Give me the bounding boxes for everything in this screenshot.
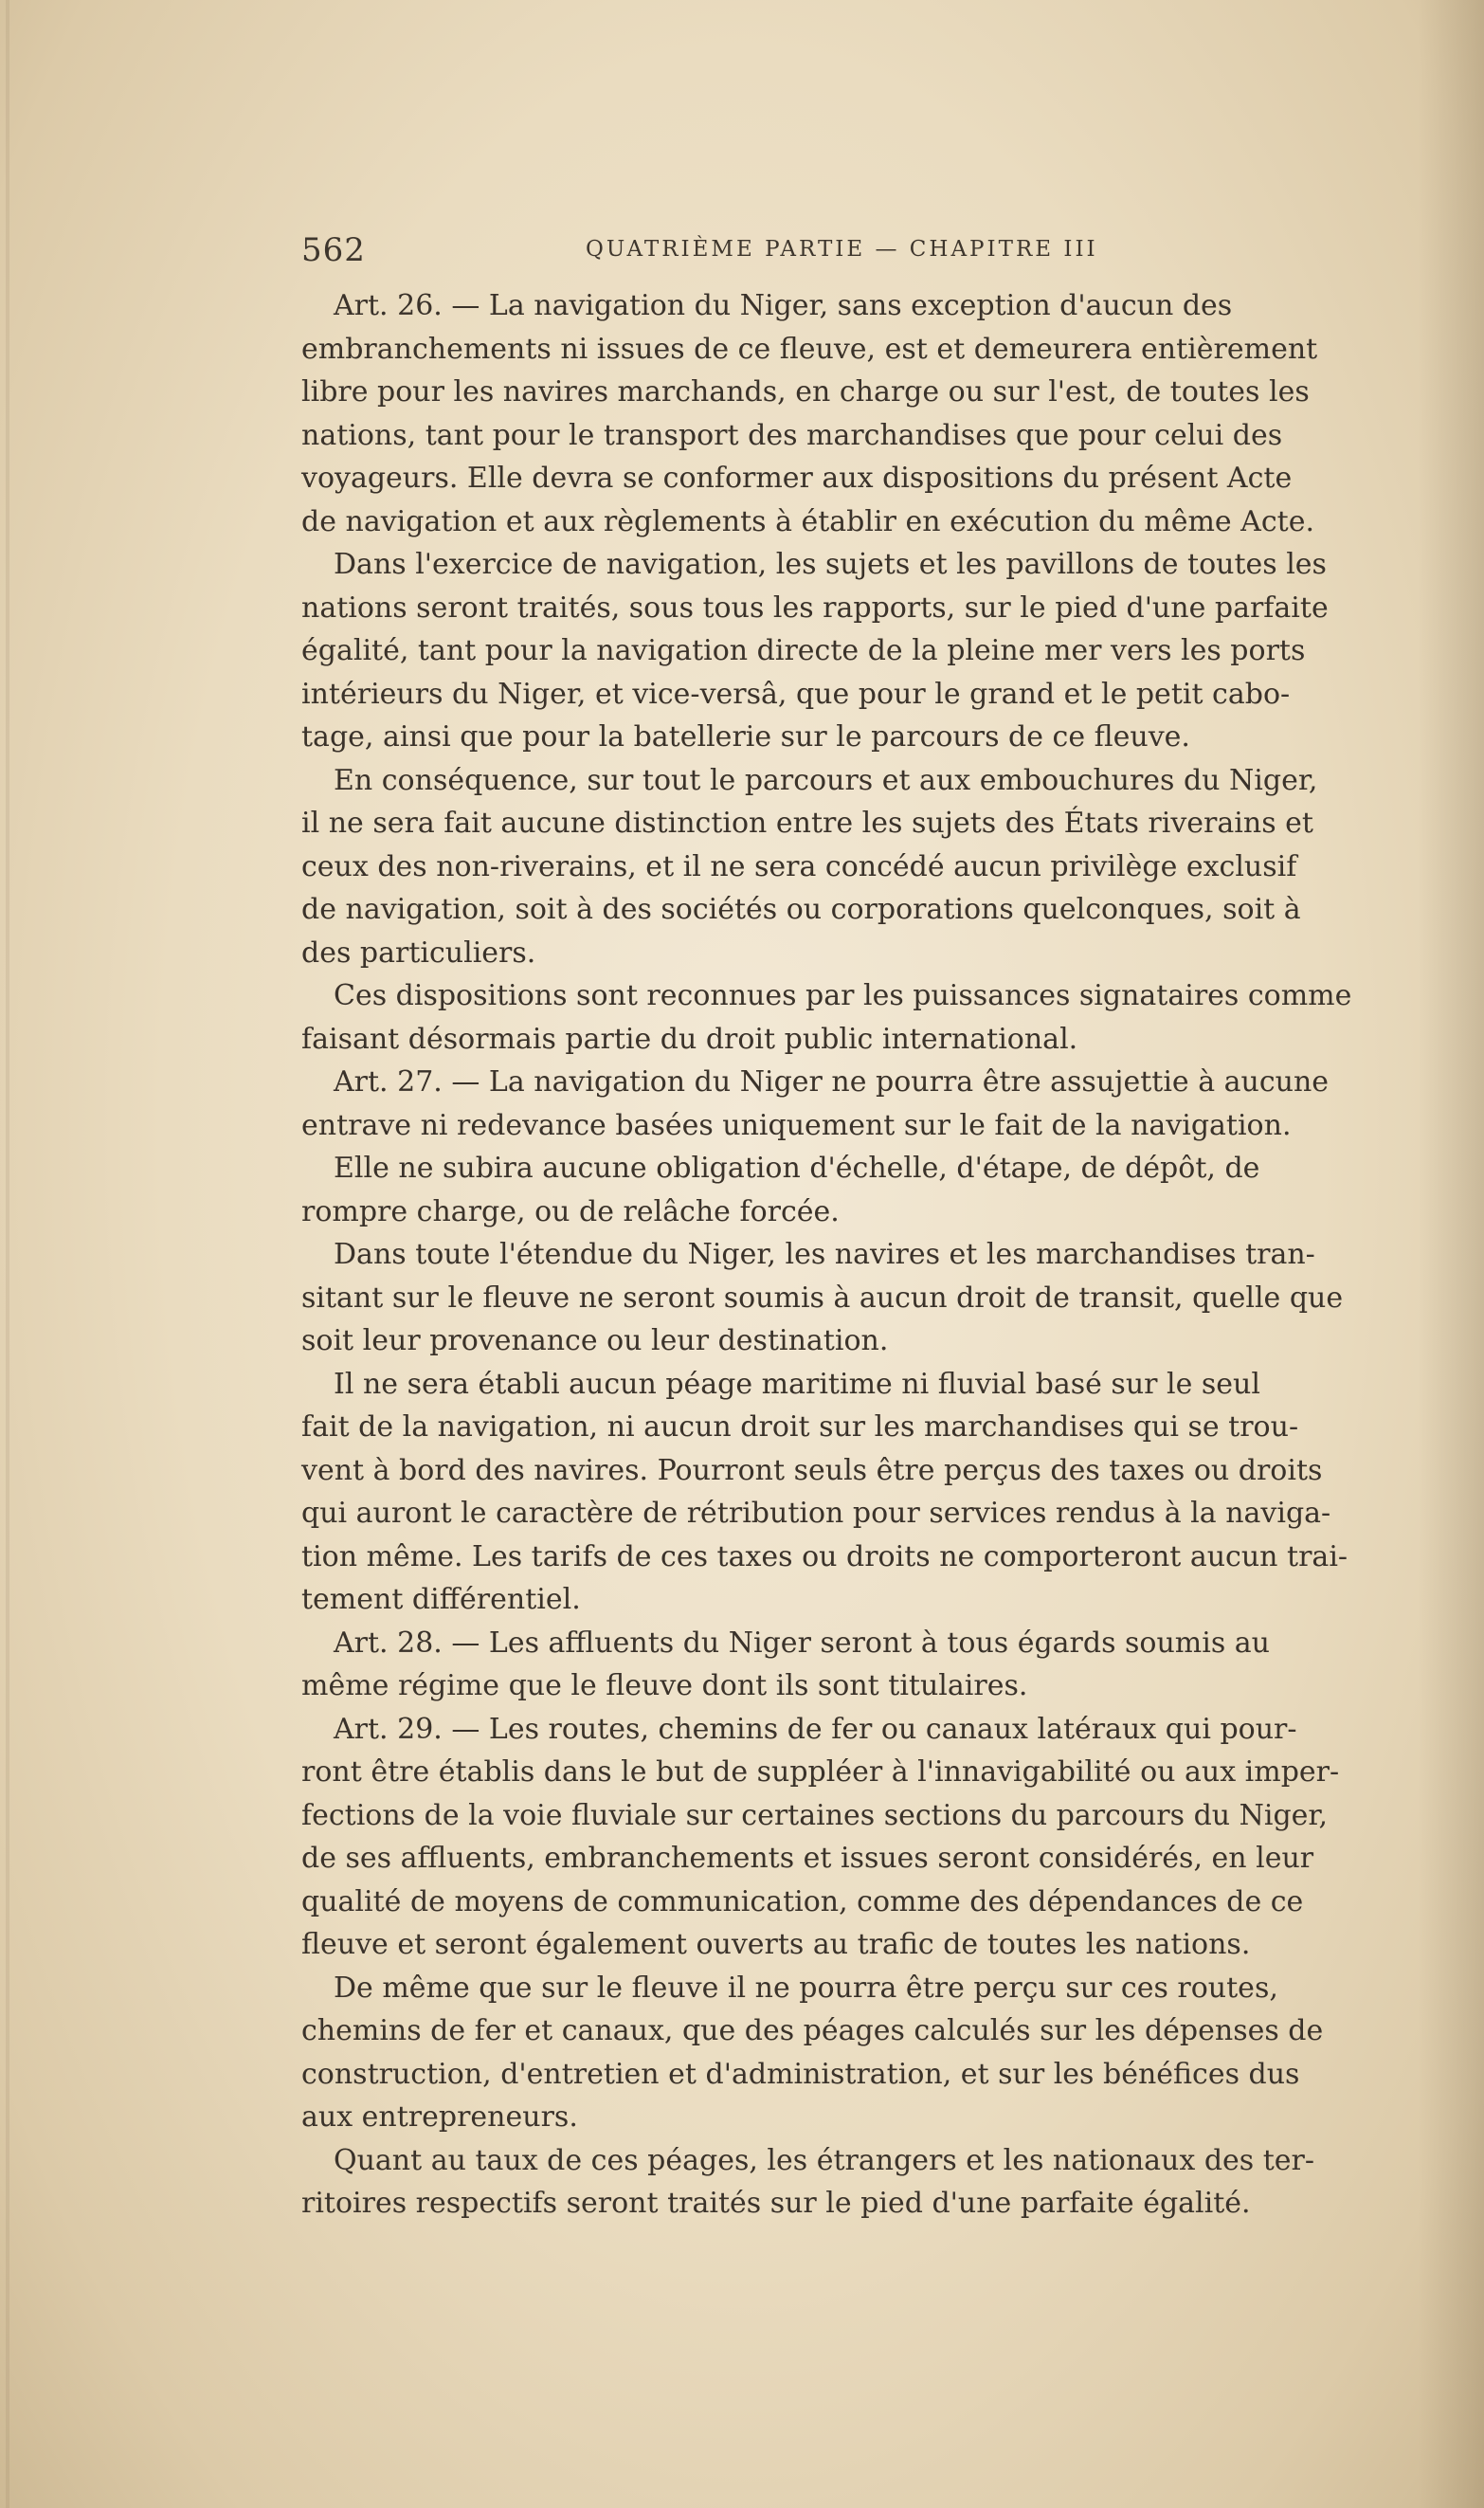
text-line: Art. 29. — Les routes, chemins de fer ou canaux latéraux qui pour- [334, 1712, 1297, 1746]
text-line: tement différentiel. [301, 1583, 581, 1616]
text-line: Art. 28. — Les affluents du Niger seront à tous égards soumis au [334, 1626, 1270, 1660]
text-line: voyageurs. Elle devra se conformer aux dispositions du présent Acte [301, 462, 1293, 495]
text-line: de ses affluents, embranchements et issues seront considérés, en leur [301, 1842, 1314, 1875]
text-line: fait de la navigation, ni aucun droit sur les marchandises qui se trou- [301, 1410, 1299, 1444]
text-line: De même que sur le fleuve il ne pourra être perçu sur ces routes, [334, 1971, 1278, 2005]
text-line: égalité, tant pour la navigation directe de la pleine mer vers les ports [301, 634, 1306, 667]
text-line: vent à bord des navires. Pourront seuls être perçus des taxes ou droits [301, 1453, 1323, 1487]
text-line: Dans l'exercice de navigation, les sujets et les pavillons de toutes les [334, 548, 1327, 581]
text-line: aux entrepreneurs. [301, 2100, 578, 2134]
text-line: intérieurs du Niger, et vice-versâ, que pour le grand et le petit cabo- [301, 677, 1291, 711]
text-line: ront être établis dans le but de suppléer à l'innavigabilité ou aux imper- [301, 1755, 1340, 1789]
text-line: Dans toute l'étendue du Niger, les navires et les marchandises tran- [334, 1238, 1315, 1271]
text-line: Art. 26. — La navigation du Niger, sans exception d'aucun des [334, 289, 1233, 322]
text-line: Quant au taux de ces péages, les étrangers et les nationaux des ter- [334, 2143, 1314, 2177]
text-line: sitant sur le fleuve ne seront soumis à aucun droit de transit, quelle que [301, 1281, 1344, 1315]
text-line: des particuliers. [301, 936, 536, 970]
text-line: fections de la voie fluviale sur certaines sections du parcours du Niger, [301, 1798, 1329, 1832]
text-line: nations, tant pour le transport des marchandises que pour celui des [301, 418, 1283, 452]
text-line: nations seront traités, sous tous les rapports, sur le pied d'une parfaite [301, 591, 1329, 625]
text-line: fleuve et seront également ouverts au trafic de toutes les nations. [301, 1928, 1251, 1961]
text-line: qui auront le caractère de rétribution pour services rendus à la naviga- [301, 1497, 1331, 1530]
page-number: 562 [301, 231, 366, 269]
text-line: tion même. Les tarifs de ces taxes ou droits ne comporteront aucun trai- [301, 1539, 1348, 1573]
text-line: chemins de fer et canaux, que des péages calculés sur les dépenses de [301, 2014, 1324, 2047]
text-line: Ces dispositions sont reconnues par les puissances signataires comme [334, 979, 1352, 1012]
text-line: libre pour les navires marchands, en charge ou sur l'est, de toutes les [301, 375, 1310, 409]
text-line: entrave ni redevance basées uniquement sur le fait de la navigation. [301, 1108, 1292, 1142]
page-gutter [6, 0, 9, 2508]
text-line: construction, d'entretien et d'administration, et sur les bénéfices dus [301, 2057, 1300, 2091]
text-line: tage, ainsi que pour la batellerie sur le parcours de ce fleuve. [301, 720, 1190, 754]
text-line: soit leur provenance ou leur destination. [301, 1324, 889, 1357]
text-line: Elle ne subira aucune obligation d'échelle, d'étape, de dépôt, de [334, 1152, 1260, 1185]
text-line: il ne sera fait aucune distinction entre les sujets des États riverains et [301, 807, 1313, 840]
text-line: Il ne sera établi aucun péage maritime ni fluvial basé sur le seul [334, 1367, 1260, 1401]
text-line: rompre charge, ou de relâche forcée. [301, 1194, 840, 1228]
text-line: de navigation, soit à des sociétés ou corporations quelconques, soit à [301, 893, 1301, 926]
running-head [301, 231, 1456, 273]
text-line: ritoires respectifs seront traités sur le pied d'une parfaite égalité. [301, 2187, 1251, 2220]
text-line: même régime que le fleuve dont ils sont titulaires. [301, 1669, 1028, 1702]
text-line: embranchements ni issues de ce fleuve, est et demeurera entièrement [301, 332, 1318, 366]
text-line: En conséquence, sur tout le parcours et aux embouchures du Niger, [334, 763, 1318, 797]
text-line: qualité de moyens de communication, comme des dépendances de ce [301, 1884, 1304, 1918]
text-line: de navigation et aux règlements à établir en exécution du même Acte. [301, 504, 1314, 538]
body-text [301, 284, 1429, 2226]
text-line: ceux des non-riverains, et il ne sera concédé aucun privilège exclusif [301, 849, 1297, 883]
text-line: faisant désormais partie du droit public international. [301, 1022, 1078, 1056]
chapter-heading: QUATRIÈME PARTIE — CHAPITRE III [586, 237, 1098, 262]
text-line: Art. 27. — La navigation du Niger ne pourra être assujettie à aucune [334, 1065, 1330, 1099]
